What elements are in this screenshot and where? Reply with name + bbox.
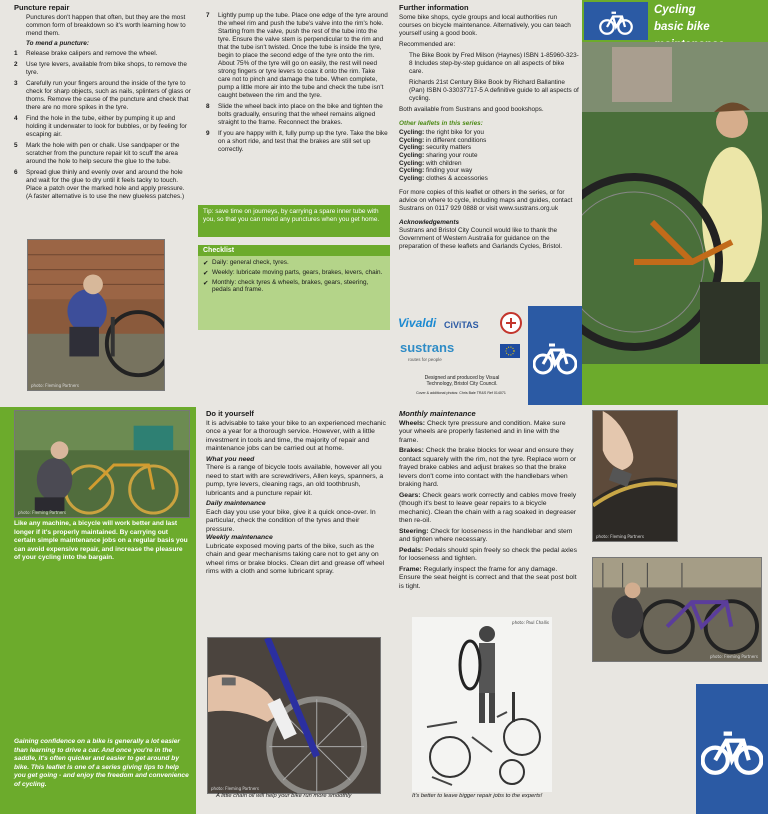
tyre-photo <box>592 410 678 542</box>
puncture-heading: Puncture repair <box>14 3 70 12</box>
tip-box: Tip: save time on journeys, by carrying a spare inner tube with you, so that you can mend any punctures when you get home. <box>198 205 390 237</box>
bicycle-icon <box>591 6 641 36</box>
bicycle-icon <box>701 721 763 777</box>
chain-caption: A little chain oil will help your bike run more smoothly <box>216 793 352 799</box>
available-note: Both available from Sustrans and good bookshops. <box>399 106 544 113</box>
monthly-item: Wheels: Check tyre pressure and condition. Make sure your wheels are properly fastened and in line with the frame. <box>399 420 566 444</box>
designed-by: Designed and produced by Visual Technology, Bristol City Council. <box>424 375 500 388</box>
check-icon: ✔ <box>203 280 209 287</box>
step-5: 5 Mark the hole with pen or chalk. Use sandpaper or the scratcher from the puncture repair kit to scuff the area around the hole to help secure the glue to the tube. <box>14 142 180 165</box>
puncture-steps-1 <box>14 50 192 201</box>
council-crest-icon <box>500 312 522 334</box>
daily-heading: Daily maintenance <box>206 500 266 508</box>
puncture-panel-cont <box>198 0 392 405</box>
monthly-panel <box>394 407 582 814</box>
series-item: Cycling: the right bike for you <box>399 129 484 136</box>
check-icon: ✔ <box>203 260 209 267</box>
book-2: Richards 21st Century Bike Book by Richard Ballantine (Pan) ISBN 0-33037717-5 A definitive guide to all aspects of cycling. <box>409 79 579 102</box>
cover-green-strip <box>582 364 768 405</box>
book-1: The Bike Book by Fred Milson (Haynes) ISBN 1-85960-323-8 Includes step-by-step guidance on all aspects of bike care. <box>409 52 579 75</box>
vintage-repair-photo <box>412 617 552 792</box>
workshop-photo <box>592 557 762 662</box>
checklist-item: ✔ Daily: general check, tyres. <box>203 259 289 267</box>
monthly-item: Pedals: Pedals should spin freely so check the pedal axles for looseness and tighten. <box>399 546 577 563</box>
diy-text-3: Each day you use your bike, give it a quick once-over. In particular, check the condition of the tyres and their pressure. <box>206 508 376 533</box>
sustrans-logo: sustrans <box>400 340 455 355</box>
series-list <box>399 129 579 183</box>
diy-panel <box>198 407 392 814</box>
checklist-box <box>198 245 390 330</box>
step-2: 2 Use tyre levers, available from bike shops, to remove the tyre. <box>14 61 187 76</box>
checklist-item: ✔ Monthly: check tyres & wheels, brakes, gears, steering, pedals and frame. <box>203 279 369 293</box>
ack-heading: Acknowledgements <box>399 218 460 226</box>
photo-credit: photo: Fleming Partners <box>596 534 645 539</box>
civitas-logo: CiViTAS <box>444 320 479 330</box>
checklist-item: ✔ Weekly: lubricate moving parts, gears, brakes, levers, chain. <box>203 269 383 277</box>
series-item: Cycling: with children <box>399 159 462 167</box>
step-4: 4 Find the hole in the tube, either by pumping it up and holding it underwater to look for bubbles, or by feeling for escaping air. <box>14 115 187 138</box>
sustrans-tagline: routes for people <box>408 357 442 362</box>
series-item: Cycling: sharing your route <box>399 152 478 160</box>
step-8: 8 Slide the wheel back into place on the bike and tighten the bolts gradually, ensuring that the wheel remains aligned straight to the frame. Reconnect the brakes. <box>206 103 383 126</box>
recommended-label: Recommended are: <box>399 41 456 48</box>
step-9: 9 If you are happy with it, fully pump up the tyre. Take the bike on a short ride, and test that the brakes are still set up correctly. <box>206 130 388 153</box>
series-item: Cycling: in different conditions <box>399 136 487 144</box>
vivaldi-logo: Vivaldi <box>398 316 437 330</box>
pump-photo <box>27 239 165 391</box>
title-line-2: basic bike <box>654 21 710 34</box>
puncture-intro: Punctures don't happen that often, but they are the most common form of breakdown so it's worth learning how to mend them. <box>26 14 186 37</box>
diy-text-2: There is a range of bicycle tools available, however all you need to start with are screwdrivers, Allen keys, spanners, a pump, tyre levers, cleaning rags, an old toothbrush, lubricants and a puncture repair kit. <box>206 464 384 497</box>
step-6: 6 Spread glue thinly and evenly over and around the hole and wait for the glue to dry until it feels tacky to touch. Place a patch over the marked hole and apply pressure. (A faster alternative is to use the new glueless patches.) <box>14 169 185 200</box>
other-leaflets-heading: Other leaflets in this series: <box>399 120 483 127</box>
monthly-item: Frame: Regularly inspect the frame for any damage. Ensure the seat height is correct and that the seat post bolt is tight. <box>399 565 577 590</box>
photo-credit: photo: Fleming Partners <box>31 383 80 388</box>
cover-credit: Cover & additional photos: Chris Bale TR&S Ref 014071 <box>416 391 506 395</box>
photo-credit: photo: Fleming Partners <box>18 510 67 515</box>
series-item: Cycling: clothes & accessories <box>399 175 488 183</box>
diy-text-4: Lubricate exposed moving parts of the bike, such as the chain and gear mechanisms taking care not to get any on wheel rims or brake blocks. Clean dirt and grease off wheel rims with a cloth and some lubricant spray. <box>206 542 385 576</box>
bicycle-icon <box>533 336 577 376</box>
eu-flag-icon <box>500 344 520 358</box>
diy-heading: Do it yourself <box>206 409 254 418</box>
further-heading: Further information <box>399 3 469 12</box>
monthly-item: Gears: Check gears work correctly and cables move freely (though it's best to leave gear repairs to a bicycle mechanic). Clean the chain with a rag soaked in degreaser then re-oil. <box>399 491 577 525</box>
puncture-panel <box>0 0 196 405</box>
copies-text: For more copies of this leaflet or others in the series, or for advice on where to cycle, including maps and guides, contact Sustrans on 0117 929 0888 or visit www.sustrans.org.uk <box>399 188 573 212</box>
monthly-item: Steering: Check for looseness in the handlebar and stem and tighten where necessary. <box>399 527 573 544</box>
series-item: Cycling: finding your way <box>399 167 473 175</box>
checklist-heading: Checklist <box>198 245 390 256</box>
photo-credit: photo: Paul Challis <box>512 620 549 625</box>
puncture-subheading: To mend a puncture: <box>26 40 89 47</box>
closing-text: Gaining confidence on a bike is generally a lot easier than learning to drive a car. And once you're in the saddle, it's often quicker and easier to get around by bike. This leaflet is one of a series giving tips to help you get going - and enjoy the freedom and convenience of cycling. <box>14 738 189 788</box>
ack-text: Sustrans and Bristol City Council would like to thank the Government of Western Australia for guidance on the preparation of these leaflets and Garlands Cycles, Bristol. <box>399 226 563 250</box>
weekly-heading: Weekly maintenance <box>206 534 273 542</box>
bike-symbol-tile <box>528 306 582 405</box>
chain-oil-photo <box>207 637 381 794</box>
step-3: 3 Carefully run your fingers around the inside of the tyre to check for sharp objects, such as nails, splinters of glass or thorns. Remove the cause of the puncture and check that there are no more spikes in the tyre. <box>14 80 191 111</box>
monthly-item: Brakes: Check the brake blocks for wear and ensure they contact squarely with the rim, not the tyre. Replace worn or frayed brake cables and adjust brakes so that the brake levers don't come into contact with the handlebars when braking hard. <box>399 447 577 489</box>
check-icon: ✔ <box>203 270 209 277</box>
expert-caption: It's better to leave bigger repair jobs to the experts! <box>412 793 543 799</box>
partner-logos <box>396 310 524 370</box>
back-bike-tile <box>696 684 768 814</box>
step-7: 7 Lightly pump up the tube. Place one edge of the tyre around the wheel rim and push the tube's valve into the rim's hole. Starting from the valve, push the rest of the tube into the tyre. Ensure the valve stem is perpendicular to the rim and that the tube isn't twisted. Once the tube is inside the tyre, begin to place the second edge of the tyre onto the rim. About 75% of the tyre will go on easily, the rest will need strong fingers or tyre levers to coax it onto the rim. Take care not to pinch and damage the tube. When complete, pump a little more air into the tube and check the tube isn't caught between the rim and the tyre. <box>206 12 388 99</box>
title-line-1: Cycling <box>654 4 696 16</box>
puncture-steps-2 <box>206 12 388 154</box>
step-1: 1 Release brake calipers and remove the wheel. <box>14 50 158 57</box>
further-intro: Some bike shops, cycle groups and local authorities run courses on bicycle maintenance. Alternatively, you can teach yourself using a good book. <box>399 14 571 37</box>
need-heading: What you need <box>206 455 255 463</box>
series-item: Cycling: security matters <box>399 144 472 152</box>
monthly-heading: Monthly maintenance <box>399 409 476 418</box>
photo-credit: photo: Fleming Partners <box>211 786 260 791</box>
photo-credit: photo: Fleming Partners <box>709 654 758 659</box>
diy-text-1: It is advisable to take your bike to an experienced mechanic once a year for a thorough service. However, with a little investment in tools and time, the majority of repair and maintenance jobs can be carried out at home. <box>206 420 386 453</box>
title-bike-tile <box>584 2 648 40</box>
cover-photo <box>582 42 768 364</box>
garden-photo <box>14 410 190 518</box>
intro-text: Like any machine, a bicycle will work better and last longer if it's properly maintained. By carrying out certain simple maintenance jobs on a regular basis you can avoid expensive repair, and increase the pleasure of your cycling into the bargain. <box>14 520 188 562</box>
